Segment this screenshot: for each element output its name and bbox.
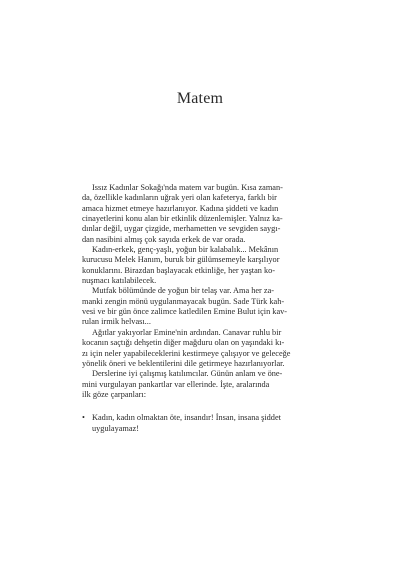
text-line: vesi ve bir gün önce zalimce katledilen Emine Bulut için kav-: [82, 307, 288, 317]
text-line: Issız Kadınlar Sokağı'nda matem var bugün. Kısa zaman-: [92, 183, 283, 192]
text-line: Kadın, kadın olmaktan öte, insandır! İnsan, insana şiddet: [92, 413, 281, 423]
text-line: rulan irmik helvası...: [82, 317, 151, 327]
paragraph: [82, 245, 326, 286]
text-line: nuşmacı katılabilecek.: [82, 276, 157, 286]
text-line: mini vurgulayan pankartlar var ellerinde. İşte, aralarında: [82, 379, 270, 389]
text-line: uygulayamaz!: [92, 423, 139, 433]
text-line: konuklarını. Birazdan başlayacak etkinliğe, her yaştan ko-: [82, 265, 276, 275]
text-line: da, özellikle kadınların uğrak yeri olan kafeterya, farklı bir: [82, 193, 277, 203]
text-line: yönelik öneri ve beklentilerini dile getirmeye hazırlanıyorlar.: [82, 358, 285, 368]
text-line: zı için neler yapabileceklerini kestirmeye çalışıyor ve geleceğe: [82, 348, 291, 358]
paragraph: [82, 286, 326, 327]
text-line: Mutfak bölümünde de yoğun bir telaş var. Ama her za-: [92, 286, 275, 296]
chapter-title: Matem: [176, 90, 224, 107]
paragraph: [82, 369, 326, 400]
text-line: kocanın saçtığı dehşetin diğer mağduru olan on yaşındaki kı-: [82, 338, 285, 348]
paragraph: [82, 328, 326, 369]
text-line: cinayetlerini konu alan bir etkinlik düzenlemişler. Yalnız ka-: [82, 214, 283, 224]
text-line: dınlar değil, uygar çizgide, merhametten ve sevgiden saygı-: [82, 224, 281, 234]
text-line: manki zengin mönü uygulanmayacak bugün. Sade Türk kah-: [82, 296, 285, 306]
paragraph: [82, 183, 326, 245]
body-text: [82, 183, 326, 434]
text-line: Derslerine iyi çalışmış katılımcılar. Günün anlam ve öne-: [92, 369, 283, 379]
text-line: Kadın-erkek, genç-yaşlı, yoğun bir kalabalık... Mekânın: [92, 245, 279, 255]
text-line: Ağıtlar yakıyorlar Emine'nin ardından. Canavar ruhlu bir: [92, 327, 282, 337]
bullet-item: [82, 413, 326, 434]
text-line: dan nasibini almış çok sayıda erkek de var orada.: [82, 234, 246, 244]
text-line: ilk göze çarpanları:: [82, 389, 147, 399]
text-line: kurucusu Melek Hanım, buruk bir gülümsemeyle karşılıyor: [82, 255, 280, 265]
text-line: amaca hizmet etmeye hazırlanıyor. Kadına şiddeti ve kadın: [82, 203, 279, 213]
bullet-point-icon: •: [82, 413, 85, 423]
